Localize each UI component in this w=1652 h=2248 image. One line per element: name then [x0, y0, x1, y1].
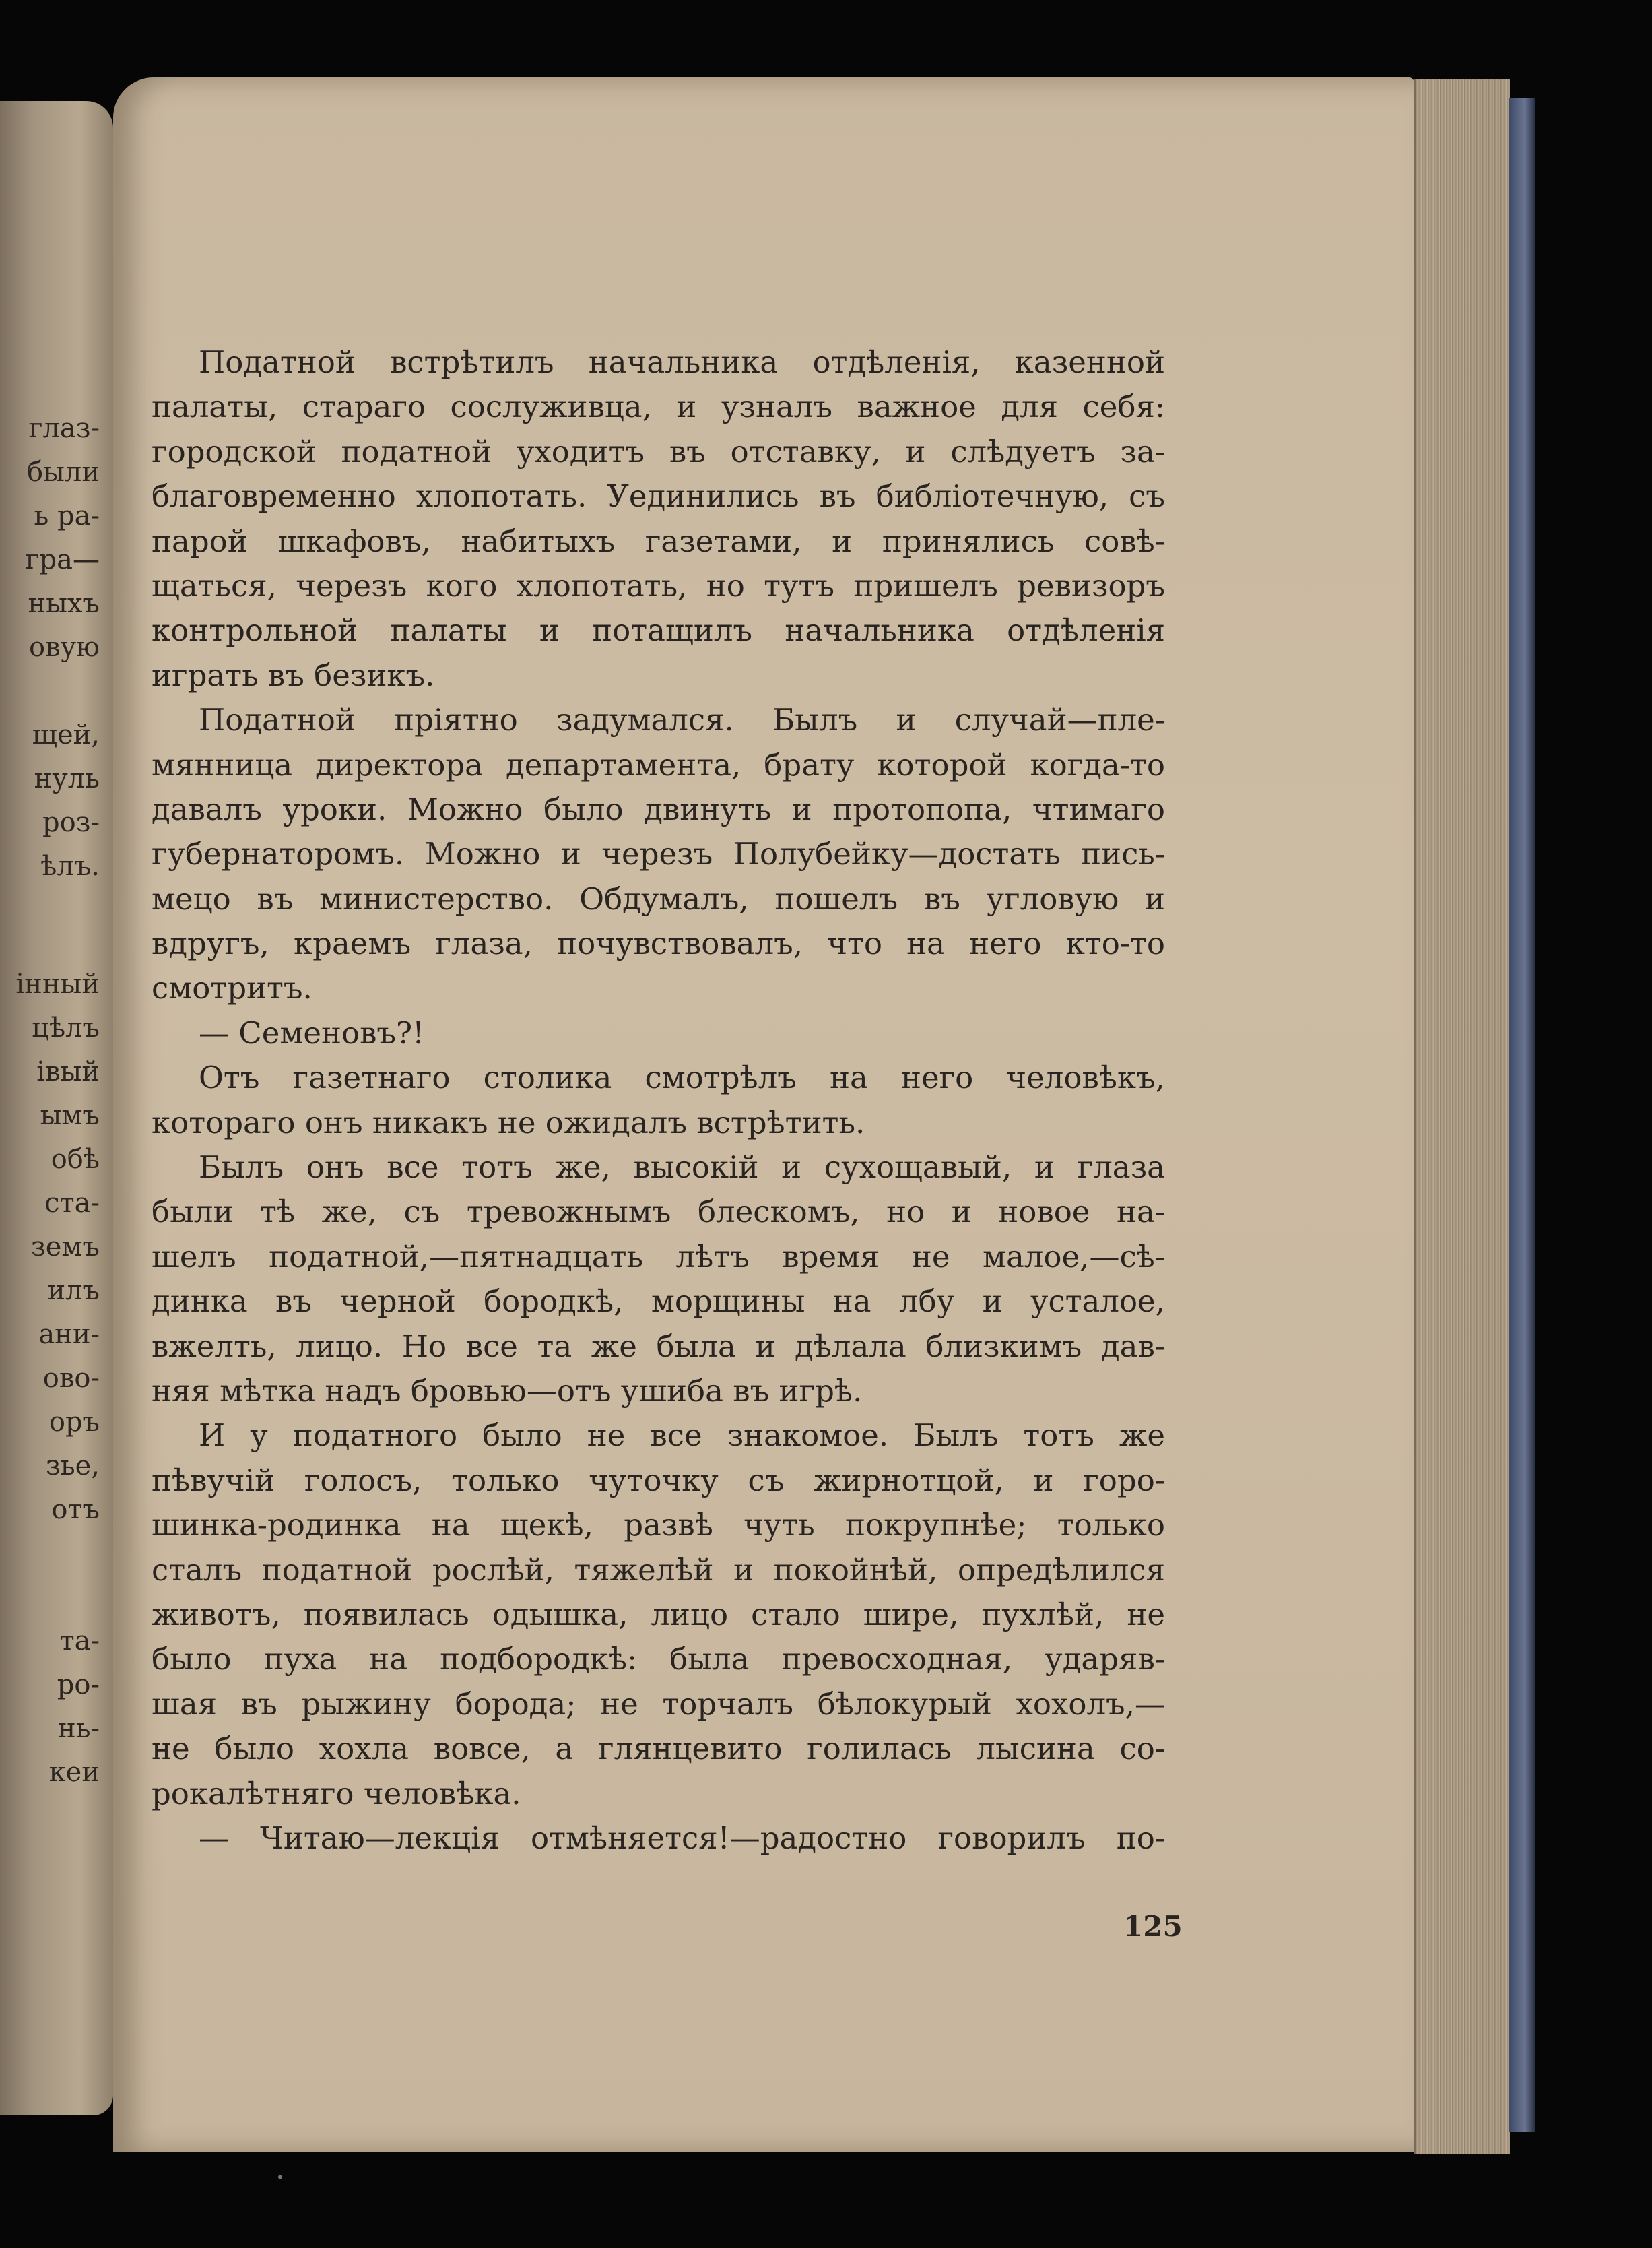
- left-fragment: ымъ: [40, 1100, 100, 1131]
- text-line: рокалѣтняго человѣка.: [152, 1775, 521, 1811]
- left-fragment: ро-: [57, 1669, 100, 1700]
- text-line: — Семеновъ?!: [199, 1015, 425, 1051]
- text-line: парой шкафовъ, набитыхъ газетами, и принялись совѣ-: [152, 523, 1165, 559]
- left-fragment: илъ: [47, 1275, 100, 1306]
- text-line: палаты, стараго сослуживца, и узналъ важное для себя:: [152, 389, 1165, 425]
- left-fragment: овую: [29, 632, 100, 663]
- text-line: Былъ онъ все тотъ же, высокій и сухощавый, и глаза: [199, 1149, 1165, 1186]
- text-line: — Читаю—лекція отмѣняется!—радостно говорилъ по-: [199, 1820, 1165, 1856]
- left-fragment: інный: [15, 969, 100, 1000]
- text-line: не было хохла вовсе, а глянцевито голилась лысина со-: [152, 1731, 1165, 1767]
- text-line: Отъ газетнаго столика смотрѣлъ на него человѣкъ,: [199, 1060, 1165, 1096]
- text-line: мянница директора департамента, брату которой когда-то: [152, 746, 1165, 783]
- left-fragment: гра—: [25, 544, 100, 575]
- left-fragment: ово-: [42, 1363, 100, 1394]
- left-fragment: отъ: [51, 1494, 100, 1525]
- text-line: динка въ черной бородкѣ, морщины на лбу и усталое,: [152, 1283, 1165, 1320]
- left-fragment: ѣлъ.: [40, 851, 100, 882]
- left-fragment: оръ: [48, 1407, 100, 1438]
- left-fragment: нь-: [58, 1713, 100, 1744]
- text-line: губернаторомъ. Можно и черезъ Полубейку—достать пись-: [152, 836, 1165, 872]
- book-cover-edge: [1509, 98, 1535, 2132]
- dust-speck: •: [276, 2169, 284, 2185]
- text-line: И у податного было не все знакомое. Былъ тотъ же: [199, 1417, 1165, 1454]
- text-line: сталъ податной рослѣй, тяжелѣй и покойнѣй, опредѣлился: [152, 1551, 1165, 1588]
- text-line: играть въ безикъ.: [152, 657, 435, 693]
- left-fragment: нуль: [34, 763, 100, 794]
- left-fragment: роз-: [42, 807, 100, 838]
- text-line: котораго онъ никакъ не ожидалъ встрѣтить.: [152, 1104, 865, 1141]
- page-stack-edge: [1414, 79, 1510, 2154]
- page-number: 125: [1123, 1910, 1183, 1943]
- text-line: благовременно хлопотать. Уединились въ библіотечную, съ: [152, 478, 1165, 515]
- left-page-text-fragments: [0, 101, 113, 2115]
- left-fragment: зье,: [46, 1450, 100, 1481]
- left-fragment: обѣ: [51, 1144, 100, 1175]
- text-line: контрольной палаты и потащилъ начальника отдѣленія: [152, 612, 1165, 649]
- left-fragment: ныхъ: [28, 588, 100, 619]
- left-fragment: ани-: [38, 1319, 100, 1350]
- page-body-text: [152, 340, 1165, 1861]
- text-line: Податной встрѣтилъ начальника отдѣленія, казенной: [199, 344, 1165, 380]
- left-fragment: цѣлъ: [32, 1013, 100, 1043]
- text-line: няя мѣтка надъ бровью—отъ ушиба въ игрѣ.: [152, 1372, 863, 1409]
- left-fragment: кеи: [48, 1757, 100, 1788]
- text-line: городской податной уходитъ въ отставку, и слѣдуетъ за-: [152, 433, 1165, 470]
- left-fragment: были: [27, 457, 100, 488]
- left-fragment: ь ра-: [34, 501, 100, 532]
- left-fragment: щей,: [32, 719, 100, 750]
- left-fragment: земъ: [30, 1231, 100, 1262]
- text-line: вжелть, лицо. Но все та же была и дѣлала близкимъ дав-: [152, 1328, 1165, 1364]
- text-line: шая въ рыжину борода; не торчалъ бѣлокурый хохолъ,—: [152, 1685, 1165, 1722]
- left-page-edge: [0, 101, 113, 2115]
- text-line: мецо въ министерство. Обдумалъ, пошелъ въ угловую и: [152, 880, 1165, 917]
- text-line: давалъ уроки. Можно было двинуть и протопопа, чтимаго: [152, 791, 1165, 827]
- text-line: шелъ податной,—пятнадцать лѣтъ время не малое,—сѣ-: [152, 1238, 1165, 1275]
- text-line: животъ, появилась одышка, лицо стало шире, пухлѣй, не: [152, 1596, 1165, 1632]
- left-fragment: та-: [59, 1626, 100, 1657]
- text-line: были тѣ же, съ тревожнымъ блескомъ, но и новое на-: [152, 1194, 1165, 1230]
- left-fragment: івый: [36, 1056, 100, 1087]
- text-line: было пуха на подбородкѣ: была превосходная, ударяв-: [152, 1641, 1165, 1677]
- text-line: Податной пріятно задумался. Былъ и случай—пле-: [199, 702, 1165, 738]
- left-fragment: ста-: [44, 1188, 100, 1219]
- text-line: пѣвучій голосъ, только чуточку съ жирнотцой, и горо-: [152, 1462, 1165, 1498]
- left-fragment: глаз-: [28, 413, 100, 444]
- text-line: шинка-родинка на щекѣ, развѣ чуть покрупнѣе; только: [152, 1507, 1165, 1543]
- text-line: смотритъ.: [152, 970, 312, 1006]
- text-line: щаться, черезъ кого хлопотать, но тутъ пришелъ ревизоръ: [152, 567, 1165, 604]
- text-line: вдругъ, краемъ глаза, почувствовалъ, что на него кто-то: [152, 926, 1165, 962]
